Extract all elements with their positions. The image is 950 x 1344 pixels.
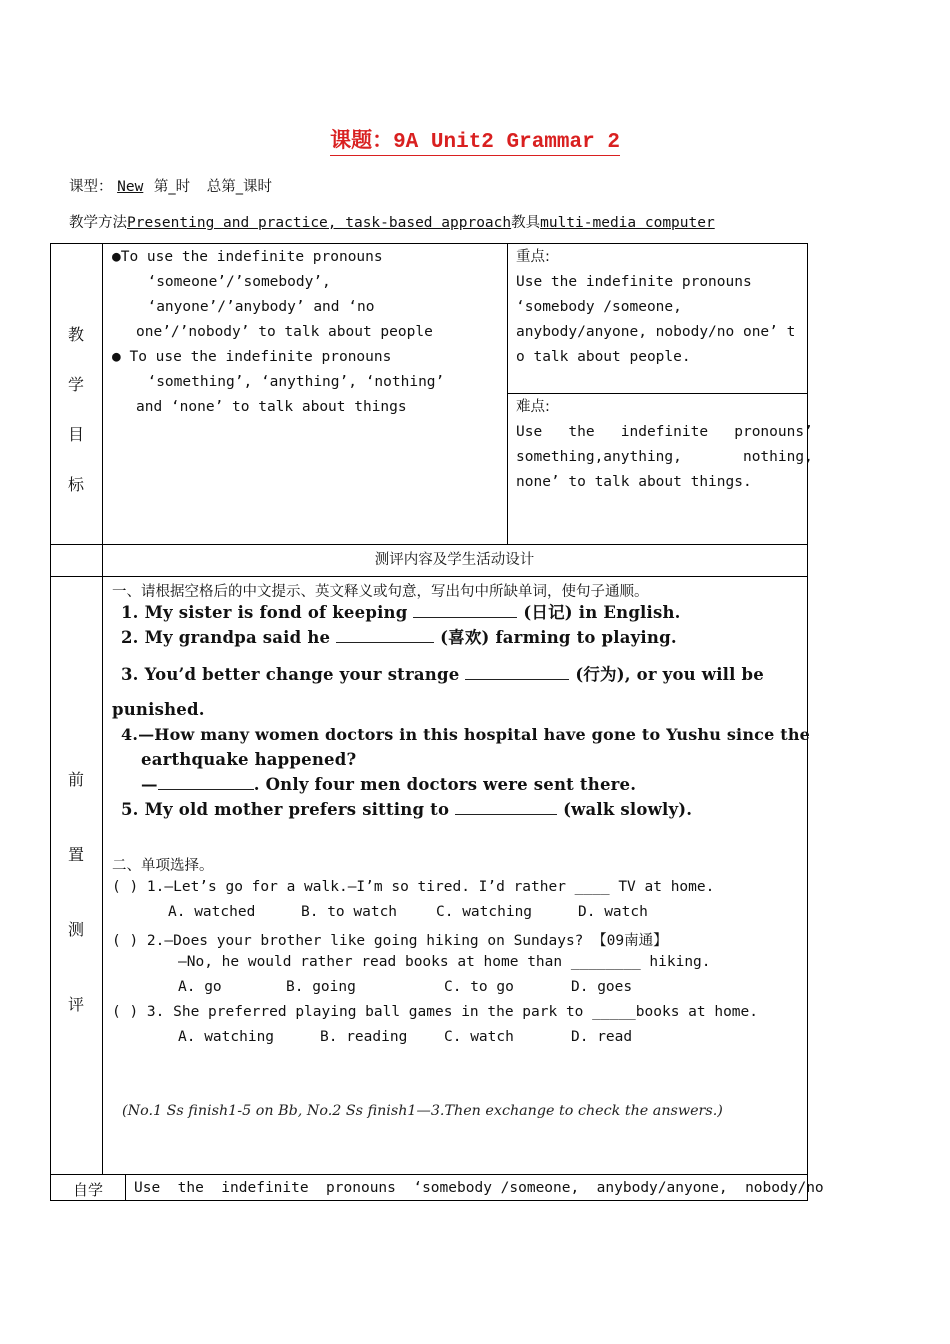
key-difficult-divider xyxy=(507,393,807,394)
type-label: 课型： xyxy=(69,179,113,195)
method-value: Presenting and practice, task-based approach xyxy=(127,215,512,231)
mc-question-3-options xyxy=(178,1029,632,1045)
question-5-hint: (walk slowly). xyxy=(563,800,693,819)
preview-label-char-1: 前 xyxy=(68,770,85,789)
objectives-label-char-1: 教 xyxy=(68,325,85,344)
table-border-right xyxy=(807,243,808,1201)
table-border-top xyxy=(50,243,808,244)
table-border-bottom xyxy=(50,1200,808,1201)
option: B. going xyxy=(286,979,356,995)
option: C. watch xyxy=(444,1029,514,1045)
lesson-type-line xyxy=(69,175,272,196)
question-3-text: 3. You’d better change your strange xyxy=(121,665,460,684)
difficult-point-line: something,anything, nothing, xyxy=(516,449,813,465)
row-divider-3 xyxy=(50,1174,808,1175)
question-4: 4.—How many women doctors in this hospital have gone to Yushu since the xyxy=(121,725,811,744)
option: B. to watch xyxy=(301,904,398,920)
preview-label-char-3: 测 xyxy=(68,920,85,939)
question-1-blank xyxy=(413,616,517,618)
mc-question-1-options xyxy=(168,904,648,920)
part1-heading: 一、请根据空格后的中文提示、英文释义或句意，写出句中所缺单词，使句子通顺。 xyxy=(112,584,649,600)
difficult-point-line: Use the indefinite pronouns’ xyxy=(516,424,813,440)
question-5 xyxy=(121,800,692,819)
side-column-divider xyxy=(102,243,103,1174)
self-study-divider xyxy=(125,1174,126,1201)
title-text: 课题：9A Unit2 Grammar 2 xyxy=(330,131,620,154)
option: A. watching xyxy=(178,1029,275,1045)
objective-line: one’/’nobody’ to talk about people xyxy=(136,324,433,340)
mc-question-2-line-2: —No, he would rather read books at home than ________ hiking. xyxy=(178,954,711,970)
tools-label: 教具 xyxy=(511,215,541,231)
self-study-text: Use the indefinite pronouns ‘somebody /someone, anybody/anyone, nobody/no xyxy=(134,1180,824,1196)
objective-line: ●To use the indefinite pronouns xyxy=(112,249,383,265)
difficult-point-line: none’ to talk about things. xyxy=(516,474,752,490)
objectives-label-char-2: 学 xyxy=(68,375,85,394)
objectives-text xyxy=(112,245,444,420)
option: D. watch xyxy=(578,904,648,920)
option: A. go xyxy=(178,979,222,995)
objective-line: and ‘none’ to talk about things xyxy=(136,399,407,415)
difficult-points-label: 难点: xyxy=(516,399,550,415)
option: C. watching xyxy=(436,904,533,920)
key-points xyxy=(516,245,795,370)
question-2-blank xyxy=(336,641,434,643)
option: A. watched xyxy=(168,904,256,920)
question-1-hint: (日记) in English. xyxy=(523,603,681,622)
total-period-label: 总第_课时 xyxy=(206,179,273,195)
tools-value: multi-media computer xyxy=(540,215,715,231)
question-3-blank xyxy=(465,678,569,680)
question-5-text: 5. My old mother prefers sitting to xyxy=(121,800,450,819)
option: D. read xyxy=(571,1029,633,1045)
key-point-line: o talk about people. xyxy=(516,349,691,365)
preview-label-char-4: 评 xyxy=(68,995,85,1014)
question-2-text: 2. My grandpa said he xyxy=(121,628,331,647)
objective-line: ‘someone’/’somebody’, xyxy=(130,274,331,290)
key-point-line: Use the indefinite pronouns xyxy=(516,274,752,290)
objectives-label-char-4: 标 xyxy=(68,475,85,494)
option: C. to go xyxy=(444,979,514,995)
question-4-dash: — xyxy=(141,775,158,794)
activity-note: (No.1 Ss finish1-5 on Bb, No.2 Ss finish1—3.Then exchange to check the answers.) xyxy=(122,1103,723,1119)
objectives-label-char-3: 目 xyxy=(68,425,85,444)
period-label: 第_时 xyxy=(153,179,191,195)
objective-line: ‘something’, ‘anything’, ‘nothing’ xyxy=(130,374,445,390)
mc-question-2-options xyxy=(178,979,632,995)
question-2-hint: (喜欢) farming to playing. xyxy=(440,628,677,647)
question-5-blank xyxy=(455,813,557,815)
mc-question-3: ( ) 3. She preferred playing ball games in the park to _____books at home. xyxy=(112,1004,759,1020)
objective-line: ‘anyone’/’anybody’ and ‘no xyxy=(130,299,375,315)
objective-line: ● To use the indefinite pronouns xyxy=(112,349,392,365)
mc-question-2: ( ) 2.—Does your brother like going hiking on Sundays? 【09南通】 xyxy=(112,933,668,949)
question-1 xyxy=(121,599,681,623)
mc-question-1: ( ) 1.—Let’s go for a walk.—I’m so tired. I’d rather ____ TV at home. xyxy=(112,879,715,895)
question-4-answer xyxy=(141,775,636,794)
part2-heading: 二、单项选择。 xyxy=(112,858,214,874)
key-point-line: anybody/anyone, nobody/no one’ t xyxy=(516,324,796,340)
row-divider-1 xyxy=(50,544,808,545)
question-3 xyxy=(121,661,764,685)
page-title xyxy=(0,124,950,154)
question-2 xyxy=(121,624,677,648)
option: B. reading xyxy=(320,1029,408,1045)
option: D. goes xyxy=(571,979,633,995)
question-4-line-2: earthquake happened? xyxy=(141,750,357,769)
method-label: 教学方法 xyxy=(69,215,127,231)
method-line xyxy=(69,211,715,232)
question-4-blank xyxy=(158,788,254,790)
assessment-header: 测评内容及学生活动设计 xyxy=(374,552,535,568)
question-4-text: . Only four men doctors were sent there. xyxy=(253,775,637,794)
key-points-label: 重点: xyxy=(516,249,550,265)
question-1-text: 1. My sister is fond of keeping xyxy=(121,603,408,622)
row-divider-2 xyxy=(50,576,808,577)
key-point-line: ‘somebody /someone, xyxy=(516,299,682,315)
question-3-hint: (行为), or you will be xyxy=(575,665,764,684)
self-study-label: 自学 xyxy=(73,1181,104,1199)
preview-label-char-2: 置 xyxy=(68,845,85,864)
question-3-continued: punished. xyxy=(112,700,205,719)
type-value: New xyxy=(117,179,144,195)
difficult-points xyxy=(516,395,813,495)
table-border-left xyxy=(50,243,51,1201)
